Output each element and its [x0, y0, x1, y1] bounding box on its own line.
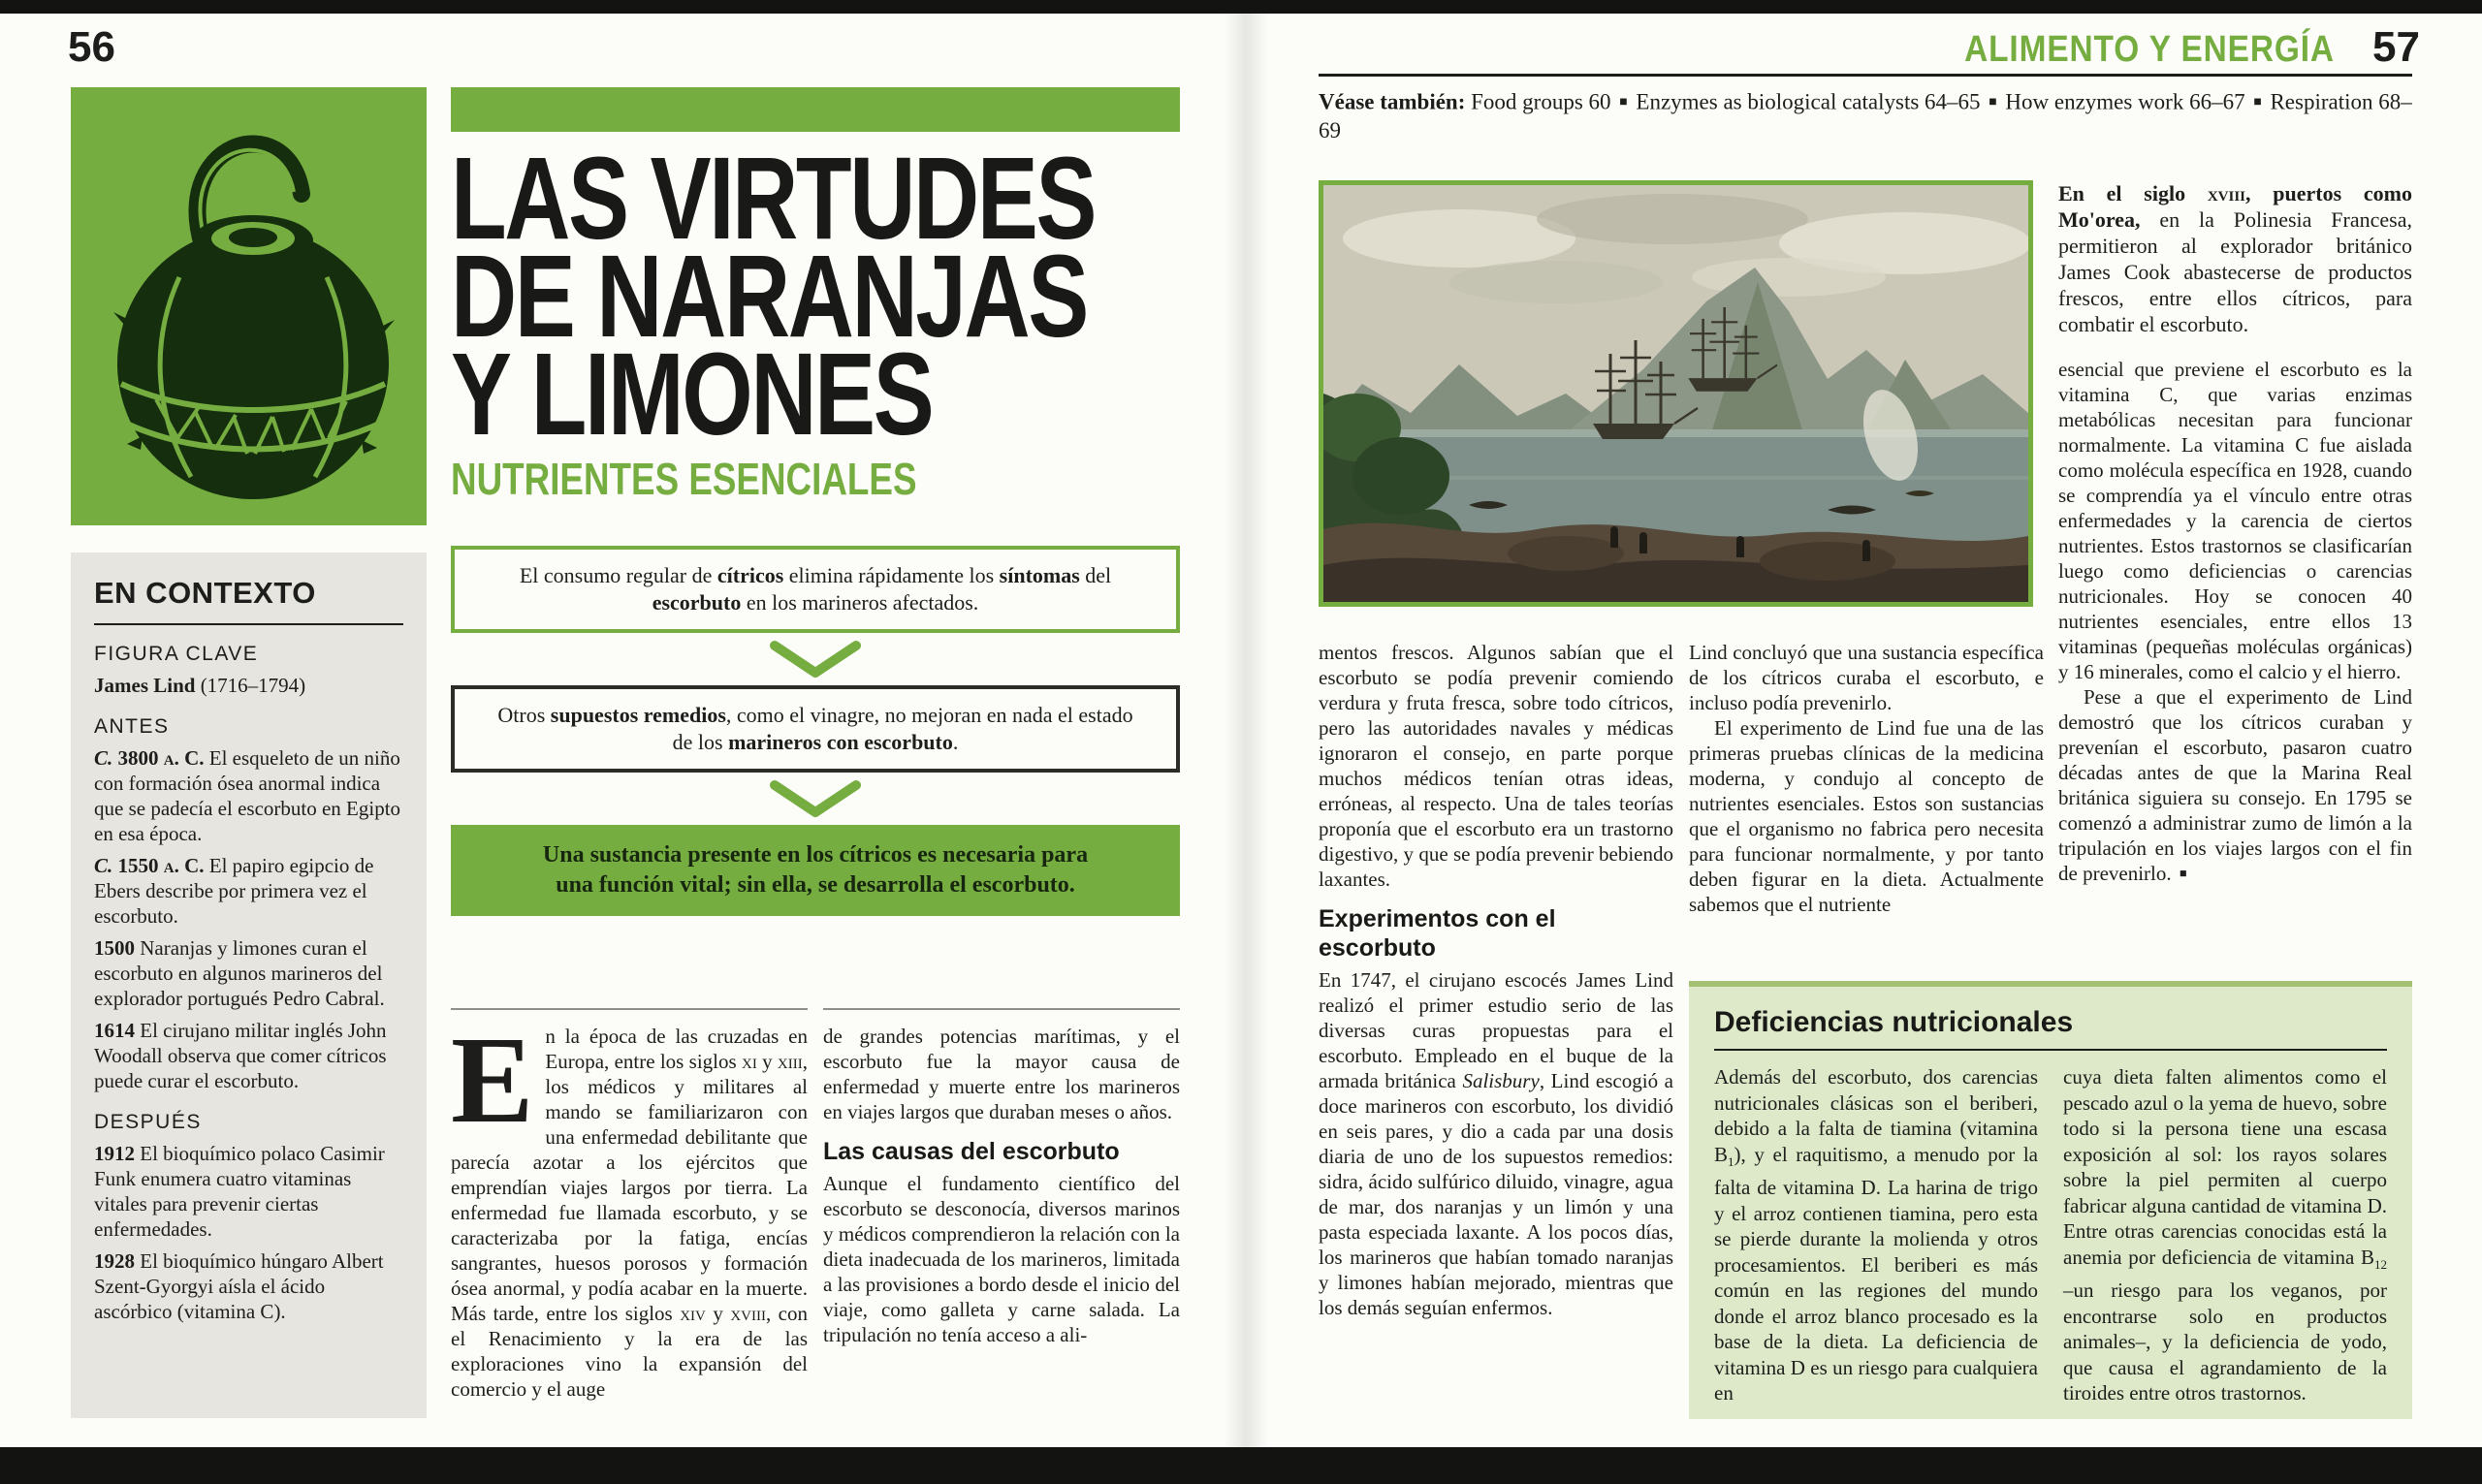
diagram-box-observation: El consumo regular de cítricos elimina rápidamente los síntomas del escorbuto en los marineros afectados. [451, 546, 1180, 633]
nutritional-deficiencies-box [1689, 981, 2412, 1419]
page-number-right: 57 [2372, 23, 2420, 71]
drop-cap: E [451, 1011, 534, 1149]
body-column-right-3 [2058, 180, 2412, 967]
diagram-box-conclusion: Una sustancia presente en los cítricos es necesaria para una función vital; sin ella, se desarrolla el escorbuto. [451, 825, 1180, 916]
box-column-2: cuya dieta falten alimentos como el pescado azul o la yema de huevo, sobre todo si la persona tiene una escasa exposición al sol: los rayos solares sobre la piel permiten al cuerpo fabricar alguna cantidad de vitamina D. Entre otras carencias conocidas está la anemia por deficiencia de vitamina $B_{12}$ –un riesgo para los veganos, por encontrarse solo en productos animales–, y la deficiencia de yodo, que causa el agrandamiento de la tiroides entre otros trastornos. [2063, 1065, 2387, 1405]
paragraph: esencial que previene el escorbuto es la vitamina C, que varias enzimas metabólicas necesitan para funcionar normalmente. La vitamina C fue aislada como molécula específica en 1928, cuando se comprendía ya el vínculo entre otras enfermedades y la carencia de ciertos nutrientes. Estos trastornos se clasificarían luego como deficiencias o carencias nutricionales. Hoy se conocen 40 nutrientes esenciales, entre ellos 13 vitaminas (pequeñas moléculas orgánicas) y 16 minerales, como el calcio y el hierro. [2058, 358, 2412, 683]
running-head: ALIMENTO Y ENERGÍA [1964, 29, 2335, 70]
down-arrow-icon [451, 773, 1180, 825]
body-column-left-1 [451, 1008, 808, 1420]
page-number-left: 56 [68, 23, 115, 71]
context-entry: 1912 El bioquímico polaco Casimir Funk enumera cuatro vitaminas vitales para prevenir ciertas enfermedades. [94, 1142, 385, 1241]
article-subtitle: NUTRIENTES ESENCIALES [451, 454, 917, 504]
paragraph: Aunque el fundamento científico del escorbuto se desconocía, diversos marinos y médicos comprendieron la relación con la dieta inadecuada de los marineros, limitada a las provisiones a bordo desde el inicio del viaje, como galleta y carne salada. La tripulación no tenía acceso a ali- [823, 1172, 1180, 1346]
context-entry: 1928 El bioquímico húngaro Albert Szent-Gyorgyi aísla el ácido ascórbico (vitamina C). [94, 1249, 384, 1323]
title-block [451, 87, 1180, 505]
gourd-illustration-image [71, 87, 427, 525]
painting-caption: En el siglo xviii, puertos como Mo'orea, en la Polinesia Francesa, permitieron al explorador británico James Cook abastecerse de productos frescos, entre ellos cítricos, para combatir el escorbuto. [2058, 181, 2412, 336]
context-figure-label: FIGURA CLAVE [94, 643, 259, 665]
body-column-left-2 [823, 1008, 1180, 1420]
paragraph: Pese a que el experimento de Lind demostró que los cítricos curaban y prevenían el escorbuto, pasaron cuatro décadas antes de que la Marina Real británica siguiera su consejo. En 1795 se comenzó a administrar zumo de limón a la tripulación en los viajes largos con el fin de prevenirlo. ■ [2058, 685, 2412, 886]
context-before-label: ANTES [94, 715, 170, 738]
paragraph: Lind concluyó que una sustancia específica de los cítricos curaba el escorbuto, e incluso podía prevenirlo. [1689, 641, 2044, 714]
section-heading: Las causas del escorbuto [823, 1138, 1120, 1165]
gourd-illustration [71, 87, 427, 525]
body-column-right-1 [1319, 640, 1673, 1420]
top-black-bar [0, 0, 2482, 14]
flow-diagram [451, 546, 1180, 916]
box-title: Deficiencias nutricionales [1714, 1006, 2387, 1051]
harbor-painting [1319, 180, 2033, 607]
bottom-black-bar [0, 1447, 2482, 1484]
diagram-box-remedies: Otros supuestos remedios, como el vinagre, no mejoran en nada el estado de los marineros con escorbuto. [451, 685, 1180, 773]
context-entry: C. 3800 a. C. El esqueleto de un niño con formación ósea anormal indica que se padecía el escorbuto en Egipto en esa época. [94, 746, 401, 845]
paragraph: En la época de las cruzadas en Europa, entre los siglos xi y xiii, los médicos y militares al mando se familiarizaron con una enfermedad debilitante que parecía azotar a los ejércitos que emprendían viajes largos por tierra. La enfermedad fue llamada escorbuto, y se caracterizaba por la fatiga, encías sangrantes, huesos porosos y formación ósea anormal, y podía acabar en la muerte. Más tarde, entre los siglos xiv y xviii, con el Renacimiento y la era de las exploraciones vino la expansión del comercio y el auge [451, 1011, 808, 1401]
page-gutter [1224, 14, 1268, 1447]
context-after-label: DESPUÉS [94, 1111, 202, 1133]
title-line-1: LAS VIRTUDES [451, 132, 1096, 264]
see-also-line: Véase también: Food groups 60 ■ Enzymes as biological catalysts 64–65 ■ How enzymes work 66–67 ■ Respiration 68–69 [1319, 74, 2412, 145]
paragraph: de grandes potencias marítimas, y el escorbuto fue la mayor causa de enfermedad y muerte entre los marineros en viajes largos que duraban meses o años. [823, 1025, 1180, 1123]
title-line-2: DE NARANJAS [451, 230, 1087, 362]
section-heading: Experimentos con el escorbuto [1319, 905, 1556, 962]
body-column-right-2 [1689, 640, 2044, 974]
context-entry: C. 1550 a. C. El papiro egipcio de Ebers describe por primera vez el escorbuto. [94, 854, 374, 928]
context-sidebar [71, 553, 427, 1418]
context-heading: EN CONTEXTO [94, 576, 403, 625]
box-column-1: Además del escorbuto, dos carencias nutricionales clásicas son el beriberi, debido a la falta de tiamina (vitamina $B_1$), y el raquitismo, a menudo por la falta de vitamina D. La harina de trigo y el arroz contienen tiamina, pero esta se pierde durante la molienda y otros procesamientos. El beriberi es más común en las regiones del mundo donde el arroz blanco procesado es la base de la dieta. La deficiencia de vitamina D es un riesgo para cualquiera en [1714, 1065, 2038, 1405]
paragraph: El experimento de Lind fue una de las primeras pruebas clínicas de la medicina moderna, y condujo al concepto de nutrientes esenciales. Estos son sustancias que el organismo no fabrica pero necesita para funcionar normalmente, y por tanto deben figurar en la dieta. Actualmente sabemos que el nutriente [1689, 716, 2044, 916]
context-figure: James Lind (1716–1794) [94, 674, 306, 697]
down-arrow-icon [451, 633, 1180, 685]
article-title [451, 132, 1180, 459]
title-line-3: Y LIMONES [451, 328, 933, 459]
paragraph: mentos frescos. Algunos sabían que el escorbuto se podía prevenir comiendo verdura y fruta fresca, sobre todo cítricos, pero las autoridades navales y médicas ignoraron el consejo, en parte porque muchos médicos tenían otras ideas, erróneas, al respecto. Una de tales teorías proponía que el escorbuto era un trastorno digestivo, y que se podía prevenir bebiendo laxantes. [1319, 641, 1673, 891]
context-entry: 1614 El cirujano militar inglés John Woodall observa que comer cítricos puede curar el escorbuto. [94, 1019, 387, 1092]
context-entry: 1500 Naranjas y limones curan el escorbuto en algunos marineros del explorador portugués Pedro Cabral. [94, 936, 385, 1010]
title-green-bar [451, 87, 1180, 132]
paragraph: En 1747, el cirujano escocés James Lind realizó el primer estudio serio de las diversas curas propuestas para el escorbuto. Empleado en el buque de la armada británica Salisbury, Lind escogió a doce marineros con escorbuto, los dividió en seis pares, y dio a cada par una dosis diaria de uno de los supuestos remedios: sidra, ácido sulfúrico diluido, vinagre, agua de mar, dos naranjas y un limón y una pasta especiada laxante. A los pocos días, los marineros que habían tomado naranjas y limones habían mejorado, mientras que los demás seguían enfermos. [1319, 968, 1673, 1319]
harbor-painting-image [1323, 185, 2028, 602]
